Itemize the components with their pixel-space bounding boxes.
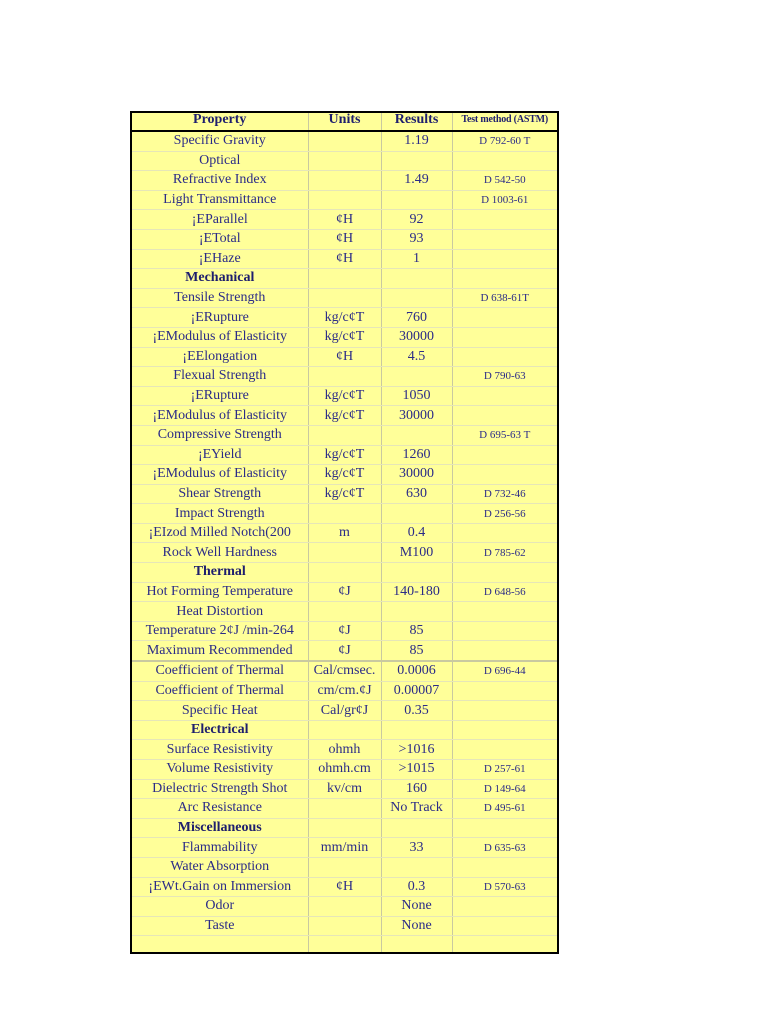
results-cell: 1.19 (381, 131, 452, 151)
empty-cell (452, 936, 557, 953)
units-cell: ¢H (308, 877, 381, 897)
units-cell: ohmh (308, 740, 381, 760)
property-cell: ¡EParallel (132, 210, 308, 230)
results-cell (381, 504, 452, 524)
test-method-cell: D 696-44 (452, 661, 557, 681)
table-row (132, 838, 557, 858)
table-row (132, 210, 557, 230)
results-cell: None (381, 916, 452, 936)
test-method-cell (452, 210, 557, 230)
property-cell: Refractive Index (132, 171, 308, 191)
property-cell: Impact Strength (132, 504, 308, 524)
table-row (132, 641, 557, 661)
units-cell: kg/c¢T (308, 308, 381, 328)
test-method-cell (452, 523, 557, 543)
results-cell: 760 (381, 308, 452, 328)
property-cell: Mechanical (132, 269, 308, 289)
test-method-cell: D 257-61 (452, 760, 557, 780)
units-cell: kv/cm (308, 779, 381, 799)
property-cell: ¡EModulus of Elasticity (132, 327, 308, 347)
results-cell: 1.49 (381, 171, 452, 191)
table-row (132, 151, 557, 171)
units-cell (308, 720, 381, 740)
section-row (132, 269, 557, 289)
test-method-cell (452, 308, 557, 328)
results-cell (381, 367, 452, 387)
units-cell: cm/cm.¢J (308, 681, 381, 701)
units-cell: Cal/cmsec. (308, 661, 381, 681)
units-cell: kg/c¢T (308, 445, 381, 465)
results-cell: >1016 (381, 740, 452, 760)
units-cell: mm/min (308, 838, 381, 858)
results-cell: 0.3 (381, 877, 452, 897)
units-cell (308, 288, 381, 308)
table-body (132, 131, 557, 952)
property-cell: Water Absorption (132, 857, 308, 877)
property-cell: ¡EWt.Gain on Immersion (132, 877, 308, 897)
property-cell: Compressive Strength (132, 425, 308, 445)
table-row (132, 523, 557, 543)
property-cell: Hot Forming Temperature (132, 582, 308, 602)
table-row (132, 916, 557, 936)
table-row (132, 602, 557, 622)
empty-row (132, 936, 557, 953)
units-cell: ohmh.cm (308, 760, 381, 780)
table-row (132, 543, 557, 563)
test-method-cell: D 256-56 (452, 504, 557, 524)
units-cell (308, 799, 381, 819)
units-cell: ¢J (308, 621, 381, 641)
test-method-cell: D 732-46 (452, 484, 557, 504)
results-cell: 4.5 (381, 347, 452, 367)
test-method-cell: D 1003-61 (452, 190, 557, 210)
property-cell: Electrical (132, 720, 308, 740)
units-cell: kg/c¢T (308, 484, 381, 504)
section-row (132, 563, 557, 583)
units-cell (308, 425, 381, 445)
header-results: Results (381, 113, 452, 131)
test-method-cell (452, 151, 557, 171)
table-row (132, 582, 557, 602)
results-cell (381, 151, 452, 171)
units-cell: ¢H (308, 229, 381, 249)
empty-cell (132, 936, 308, 953)
table-row (132, 406, 557, 426)
results-cell (381, 720, 452, 740)
units-cell (308, 131, 381, 151)
property-cell: ¡EYield (132, 445, 308, 465)
table-row (132, 877, 557, 897)
header-units: Units (308, 113, 381, 131)
results-cell: 93 (381, 229, 452, 249)
test-method-cell (452, 621, 557, 641)
property-cell: Heat Distortion (132, 602, 308, 622)
test-method-cell (452, 269, 557, 289)
section-row (132, 720, 557, 740)
table-row (132, 621, 557, 641)
test-method-cell: D 570-63 (452, 877, 557, 897)
results-cell: 30000 (381, 406, 452, 426)
units-cell: ¢H (308, 210, 381, 230)
results-cell: >1015 (381, 760, 452, 780)
test-method-cell (452, 602, 557, 622)
table-row (132, 367, 557, 387)
units-cell: kg/c¢T (308, 327, 381, 347)
property-cell: Volume Resistivity (132, 760, 308, 780)
property-cell: ¡ERupture (132, 386, 308, 406)
properties-sheet (130, 111, 559, 954)
table-row (132, 465, 557, 485)
properties-table (132, 113, 557, 952)
table-row (132, 229, 557, 249)
results-cell: 30000 (381, 327, 452, 347)
table-row (132, 249, 557, 269)
units-cell: ¢J (308, 582, 381, 602)
test-method-cell (452, 406, 557, 426)
property-cell: ¡EElongation (132, 347, 308, 367)
table-row (132, 897, 557, 917)
results-cell: None (381, 897, 452, 917)
test-method-cell (452, 445, 557, 465)
property-cell: ¡ETotal (132, 229, 308, 249)
property-cell: Flammability (132, 838, 308, 858)
table-row (132, 857, 557, 877)
table-row (132, 779, 557, 799)
results-cell: 0.35 (381, 701, 452, 721)
property-cell: ¡EModulus of Elasticity (132, 465, 308, 485)
property-cell: Specific Gravity (132, 131, 308, 151)
table-row (132, 131, 557, 151)
units-cell (308, 602, 381, 622)
test-method-cell: D 149-64 (452, 779, 557, 799)
units-cell: ¢H (308, 347, 381, 367)
units-cell: ¢J (308, 641, 381, 661)
table-row (132, 347, 557, 367)
table-row (132, 799, 557, 819)
test-method-cell: D 635-63 (452, 838, 557, 858)
units-cell: m (308, 523, 381, 543)
results-cell: No Track (381, 799, 452, 819)
results-cell: M100 (381, 543, 452, 563)
table-row (132, 504, 557, 524)
property-cell: Thermal (132, 563, 308, 583)
units-cell: ¢H (308, 249, 381, 269)
units-cell (308, 269, 381, 289)
property-cell: Tensile Strength (132, 288, 308, 308)
test-method-cell (452, 465, 557, 485)
property-cell: Specific Heat (132, 701, 308, 721)
property-cell: Coefficient of Thermal (132, 661, 308, 681)
results-cell (381, 190, 452, 210)
units-cell (308, 171, 381, 191)
test-method-cell: D 638-61T (452, 288, 557, 308)
results-cell: 0.00007 (381, 681, 452, 701)
results-cell: 92 (381, 210, 452, 230)
test-method-cell (452, 327, 557, 347)
property-cell: Light Transmittance (132, 190, 308, 210)
test-method-cell (452, 701, 557, 721)
units-cell: kg/c¢T (308, 406, 381, 426)
results-cell (381, 425, 452, 445)
property-cell: Arc Resistance (132, 799, 308, 819)
property-cell: Optical (132, 151, 308, 171)
table-row (132, 171, 557, 191)
property-cell: Coefficient of Thermal (132, 681, 308, 701)
table-row (132, 288, 557, 308)
property-cell: ¡ERupture (132, 308, 308, 328)
property-cell: ¡EIzod Milled Notch(200 (132, 523, 308, 543)
property-cell: Odor (132, 897, 308, 917)
test-method-cell (452, 563, 557, 583)
test-method-cell (452, 740, 557, 760)
header-row (132, 113, 557, 131)
table-row (132, 484, 557, 504)
property-cell: ¡EModulus of Elasticity (132, 406, 308, 426)
results-cell: 1 (381, 249, 452, 269)
property-cell: Dielectric Strength Shot (132, 779, 308, 799)
test-method-cell: D 695-63 T (452, 425, 557, 445)
results-cell (381, 602, 452, 622)
results-cell: 1260 (381, 445, 452, 465)
table-row (132, 445, 557, 465)
results-cell: 140-180 (381, 582, 452, 602)
results-cell: 1050 (381, 386, 452, 406)
units-cell: kg/c¢T (308, 386, 381, 406)
property-cell: Temperature 2¢J /min-264 (132, 621, 308, 641)
table-row (132, 386, 557, 406)
property-cell: ¡EHaze (132, 249, 308, 269)
test-method-cell: D 790-63 (452, 367, 557, 387)
table-row (132, 760, 557, 780)
results-cell (381, 563, 452, 583)
results-cell: 0.4 (381, 523, 452, 543)
header-test-method: Test method (ASTM) (452, 113, 557, 131)
results-cell: 0.0006 (381, 661, 452, 681)
results-cell: 85 (381, 621, 452, 641)
units-cell: kg/c¢T (308, 465, 381, 485)
results-cell: 85 (381, 641, 452, 661)
test-method-cell: D 495-61 (452, 799, 557, 819)
units-cell (308, 563, 381, 583)
table-row (132, 740, 557, 760)
table-row (132, 327, 557, 347)
test-method-cell (452, 897, 557, 917)
results-cell: 630 (381, 484, 452, 504)
property-cell: Flexual Strength (132, 367, 308, 387)
header-property: Property (132, 113, 308, 131)
units-cell (308, 857, 381, 877)
test-method-cell (452, 916, 557, 936)
results-cell (381, 288, 452, 308)
test-method-cell: D 785-62 (452, 543, 557, 563)
units-cell (308, 543, 381, 563)
property-cell: Miscellaneous (132, 818, 308, 838)
units-cell (308, 190, 381, 210)
test-method-cell (452, 720, 557, 740)
units-cell: Cal/gr¢J (308, 701, 381, 721)
test-method-cell (452, 641, 557, 661)
results-cell: 160 (381, 779, 452, 799)
test-method-cell (452, 857, 557, 877)
section-row (132, 818, 557, 838)
table-row (132, 308, 557, 328)
property-cell: Taste (132, 916, 308, 936)
empty-cell (381, 936, 452, 953)
empty-cell (308, 936, 381, 953)
test-method-cell (452, 386, 557, 406)
test-method-cell (452, 229, 557, 249)
units-cell (308, 367, 381, 387)
property-cell: Surface Resistivity (132, 740, 308, 760)
results-cell (381, 818, 452, 838)
test-method-cell (452, 249, 557, 269)
units-cell (308, 151, 381, 171)
test-method-cell (452, 347, 557, 367)
results-cell: 33 (381, 838, 452, 858)
results-cell: 30000 (381, 465, 452, 485)
units-cell (308, 916, 381, 936)
table-row (132, 425, 557, 445)
units-cell (308, 897, 381, 917)
test-method-cell: D 648-56 (452, 582, 557, 602)
test-method-cell: D 792-60 T (452, 131, 557, 151)
property-cell: Rock Well Hardness (132, 543, 308, 563)
results-cell (381, 857, 452, 877)
table-row (132, 701, 557, 721)
test-method-cell (452, 818, 557, 838)
units-cell (308, 504, 381, 524)
test-method-cell: D 542-50 (452, 171, 557, 191)
table-row (132, 190, 557, 210)
property-cell: Shear Strength (132, 484, 308, 504)
units-cell (308, 818, 381, 838)
table-row (132, 661, 557, 681)
property-cell: Maximum Recommended (132, 641, 308, 661)
test-method-cell (452, 681, 557, 701)
results-cell (381, 269, 452, 289)
table-row (132, 681, 557, 701)
